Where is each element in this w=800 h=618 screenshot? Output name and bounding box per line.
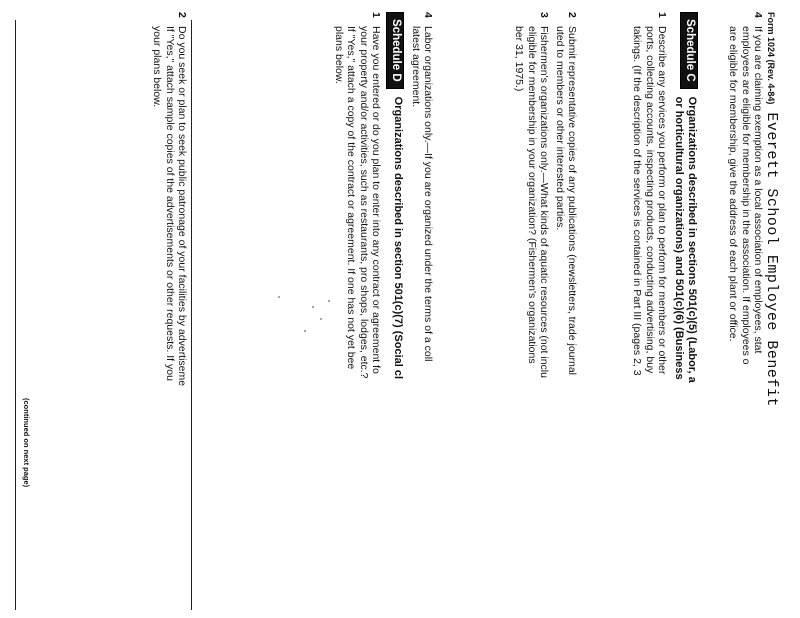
item-number: 1 — [656, 12, 668, 18]
continued-note: (continued on next page) — [22, 398, 31, 488]
form-header — [762, 12, 780, 612]
item-text: Labor organizations only.—If you are organized under the terms of a coll latest agreement. — [409, 26, 434, 362]
item-number: 1 — [370, 12, 382, 18]
item-text: Do you seek or plan to seek public patronage of your facilities by advertiseme If "Yes," attach sample copies of the advertisements or other requests. If you your plans below. — [151, 26, 188, 387]
scan-speckle — [321, 318, 323, 320]
item-text: Fishermen's organizations only.—What kinds of aquatic resources (not inclu eligible for membership in your organization? (Fishermen's organizations ber 31, 1975.) — [513, 26, 550, 378]
schedule-d-heading — [386, 12, 404, 612]
item-number: 2 — [566, 12, 578, 18]
scan-speckle — [305, 330, 307, 332]
schedule-c-heading — [672, 12, 698, 612]
schedule-c-item-2 — [553, 12, 578, 612]
schedule-c-title: Organizations described in sections 501(c)(5) (Labor, a or horticultural organizations) and 501(c)(6) (Business — [673, 96, 698, 383]
item-number: 3 — [538, 12, 550, 18]
item-number: 4 — [422, 12, 434, 18]
scan-speckle — [329, 300, 331, 302]
schedule-d-title: Organizations described in section 501(c)(7) (Social cl — [392, 96, 404, 380]
form-number: Form 1024 (Rev. 4-84) — [766, 12, 776, 105]
schedule-c-item-4 — [409, 12, 434, 612]
schedule-c-item-3 — [513, 12, 550, 612]
schedule-c-item-1 — [631, 12, 668, 612]
item-number: 4 — [752, 12, 764, 18]
item-text: Submit representative copies of any publications (newsletters, trade journal uted to members or other interested parties. — [553, 26, 578, 376]
item-text: Describe any services you perform or plan to perform for members or other ports, collecting accounts, inspecting products, conducting advertising, buy takings. (If the description of the services is contained in Part III (pages 2, 3 — [631, 26, 668, 376]
item-4-local-association — [727, 12, 764, 612]
item-text: If you are claiming exemption as a local association of employees, stat employees are eligible for membership in the association. If employees o are eligible for membership, give the address of each plant or office. — [727, 26, 764, 365]
schedule-d-item-2 — [151, 12, 188, 612]
schedule-d-item-1 — [333, 12, 383, 612]
schedule-d-label: Schedule D — [386, 12, 404, 89]
schedule-c-label: Schedule C — [680, 12, 698, 89]
scan-speckle — [313, 306, 315, 308]
scan-speckle — [279, 296, 281, 298]
bottom-rule — [15, 20, 16, 610]
item-number: 2 — [176, 12, 188, 18]
horizontal-rule — [191, 20, 192, 610]
typed-organization-name: Everett School Employee Benefit — [763, 112, 780, 407]
item-text: Have you entered or do you plan to enter into any contract or agreement fo your property and/or activities, such as restaurants, pro shops, lodges, etc.? If "Yes," attach a copy of the contract or agreement. If one has not yet bee plans below. — [332, 26, 382, 379]
